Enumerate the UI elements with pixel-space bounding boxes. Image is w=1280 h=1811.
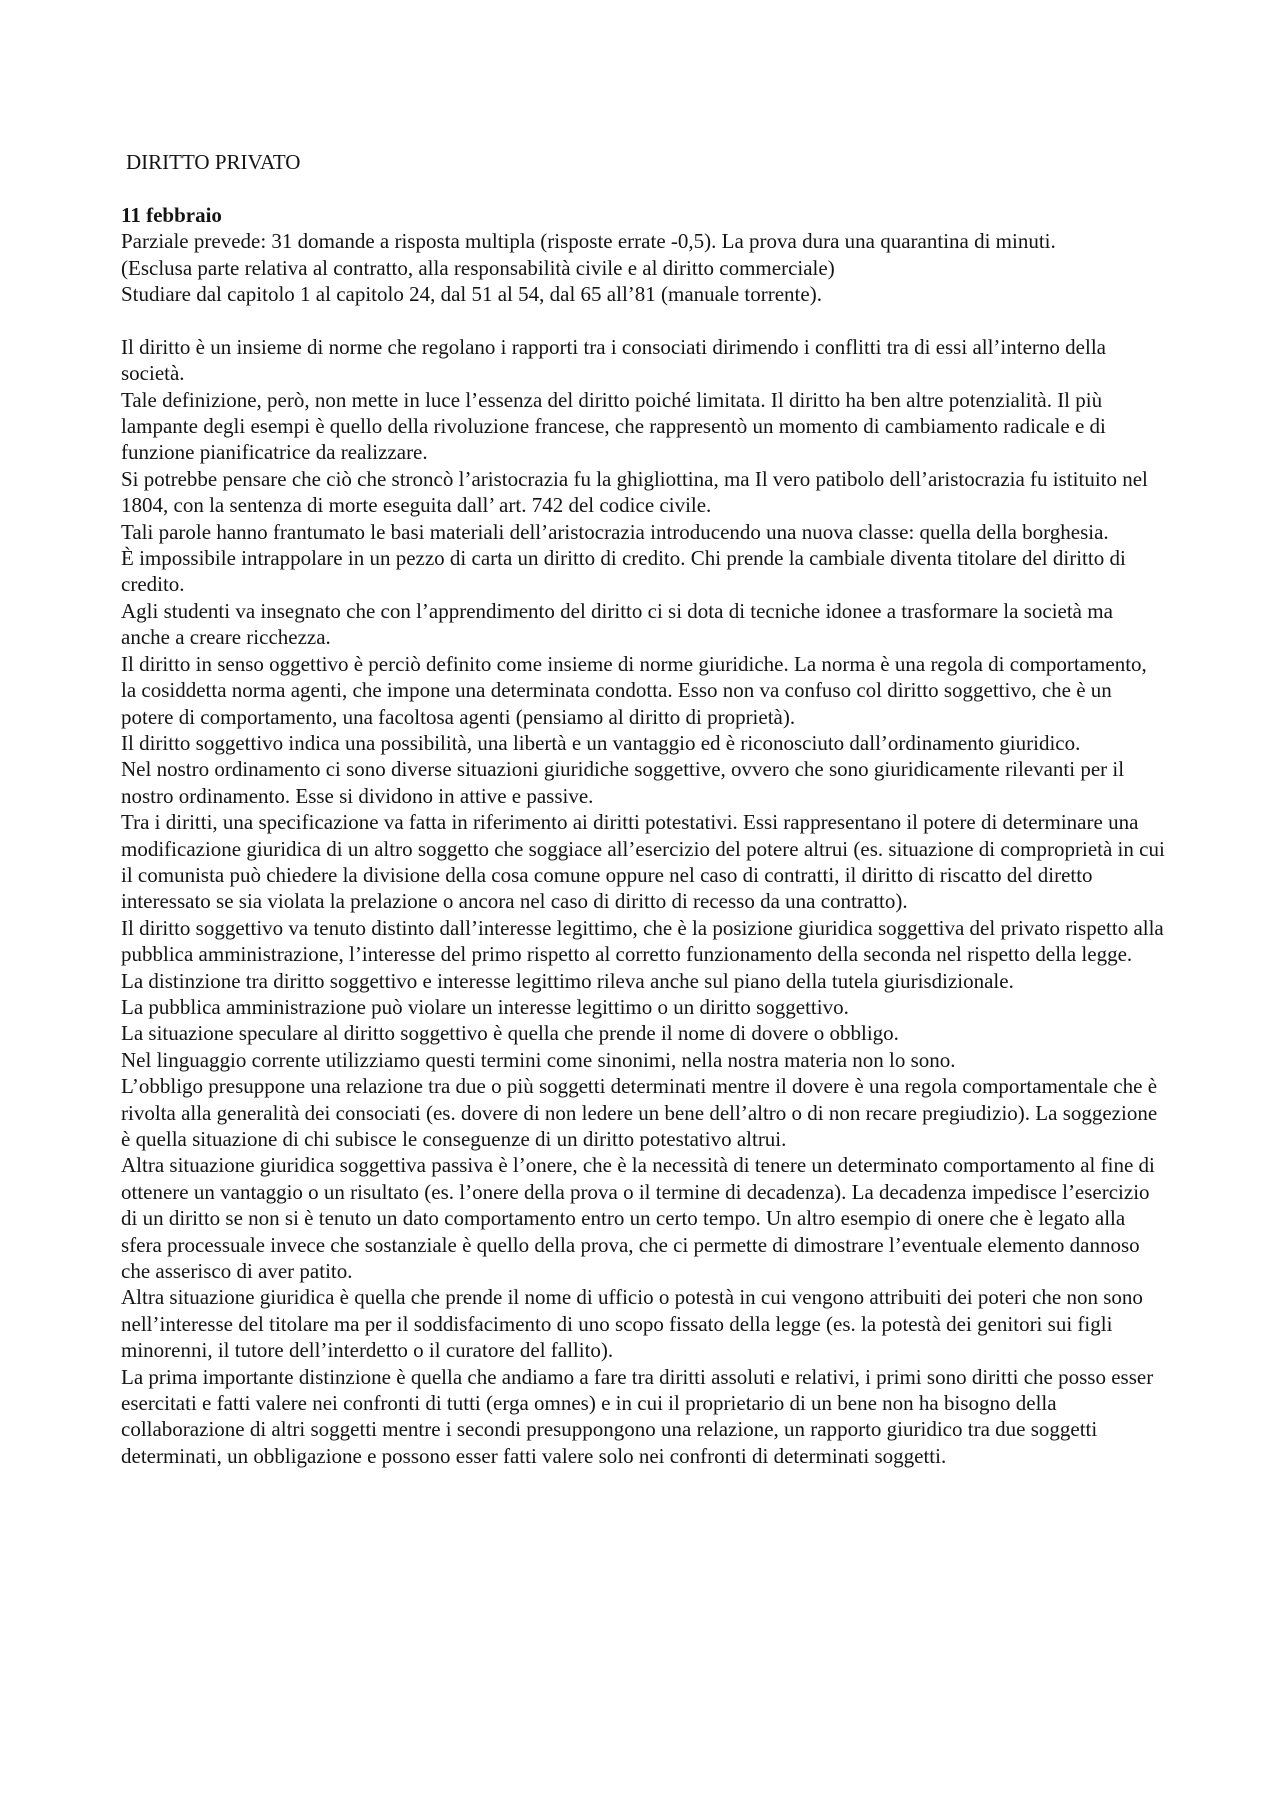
body-paragraph: Il diritto soggettivo indica una possibilità, una libertà e un vantaggio ed è riconosciuto dall’ordinamento giuridico. (121, 730, 1081, 755)
body-paragraph: È impossibile intrappolare in un pezzo di carta un diritto di credito. Chi prende la cambiale diventa titolare del diritto di credito. (121, 546, 1126, 597)
body-paragraph: Si potrebbe pensare che ciò che stroncò l’aristocrazia fu la ghigliottina, ma Il vero patibolo dell’aristocrazia fu istituito nel 1804, con la sentenza di morte eseguita dall’ art. 742 del codice civile. (121, 466, 1148, 518)
body-paragraph: Tra i diritti, una specificazione va fatta in riferimento ai diritti potestativi. Essi rappresentano il potere di determinare una modificazione giuridica di un altro soggetto che soggiace all’esercizio del potere altrui (es. situazione di comproprietà in cui il comunista può chiedere la divisione della cosa comune oppure nel caso di contratti, il diritto di riscatto del diretto interessato se sia violata la prelazione o ancora nel caso di diritto di recesso da una contratto). (121, 810, 1165, 914)
body-paragraph: Tali parole hanno frantumato le basi materiali dell’aristocrazia introducendo una nuova classe: quella della borghesia. (121, 519, 1109, 544)
body-paragraph: Nel linguaggio corrente utilizziamo questi termini come sinonimi, nella nostra materia non lo sono. (121, 1047, 956, 1072)
body-paragraph: La distinzione tra diritto soggettivo e interesse legittimo rileva anche sul piano della tutela giurisdizionale. (121, 968, 1014, 993)
paragraph-spacer (121, 307, 1166, 333)
intro-paragraph: (Esclusa parte relativa al contratto, alla responsabilità civile e al diritto commerciale) (121, 255, 835, 280)
document-title: DIRITTO PRIVATO (126, 150, 301, 174)
body-paragraph: La situazione speculare al diritto soggettivo è quella che prende il nome di dovere o obbligo. (121, 1021, 899, 1046)
body-paragraph: Il diritto in senso oggettivo è perciò definito come insieme di norme giuridiche. La norma è una regola di comportamento, la cosiddetta norma agenti, che impone una determinata condotta. Esso non va confuso col diritto soggettivo, che è un potere di comportamento, una facoltosa agenti (pensiamo al diritto di proprietà). (121, 651, 1147, 729)
intro-paragraph: Studiare dal capitolo 1 al capitolo 24, dal 51 al 54, dal 65 all’81 (manuale torrente). (121, 282, 822, 307)
body-paragraph: Altra situazione giuridica è quella che prende il nome di ufficio o potestà in cui vengono attribuiti dei poteri che non sono nell’interesse del titolare ma per il soddisfacimento di uno scopo fissato della legge (es. la potestà dei genitori sui figli minorenni, il tutore dell’interdetto o il curatore del fallito). (121, 1285, 1143, 1363)
body-paragraph: Tale definizione, però, non mette in luce l’essenza del diritto poiché limitata. Il diritto ha ben altre potenzialità. Il più lampante degli esempi è quello della rivoluzione francese, che rappresentò un momento di cambiamento radicale e di funzione pianificatrice da realizzare. (121, 387, 1106, 465)
intro-paragraph: Parziale prevede: 31 domande a risposta multipla (risposte errate -0,5). La prova dura una quarantina di minuti. (121, 229, 1056, 254)
body-paragraph: Nel nostro ordinamento ci sono diverse situazioni giuridiche soggettive, ovvero che sono giuridicamente rilevanti per il nostro ordinamento. Esse si dividono in attive e passive. (121, 757, 1125, 808)
body-paragraph: La pubblica amministrazione può violare un interesse legittimo o un diritto soggettivo. (121, 994, 849, 1019)
body-paragraph: Il diritto soggettivo va tenuto distinto dall’interesse legittimo, che è la posizione giuridica soggettiva del privato rispetto alla pubblica amministrazione, l’interesse del primo rispetto al corretto funzionamento della seconda nel rispetto della legge. (121, 915, 1164, 967)
document-body (121, 149, 1166, 1469)
body-paragraph: La prima importante distinzione è quella che andiamo a fare tra diritti assoluti e relativi, i primi sono diritti che posso esser esercitati e fatti valere nei confronti di tutti (erga omnes) e in cui il proprietario di un bene non ha bisogno della collaborazione di altri soggetti mentre i secondi presuppongono una relazione, un rapporto giuridico tra due soggetti determinati, un obbligazione e possono esser fatti valere solo nei confronti di determinati soggetti. (121, 1364, 1154, 1468)
body-paragraph: Agli studenti va insegnato che con l’apprendimento del diritto ci si dota di tecniche idonee a trasformare la società ma anche a creare ricchezza. (121, 598, 1113, 650)
body-paragraph: L’obbligo presuppone una relazione tra due o più soggetti determinati mentre il dovere è una regola comportamentale che è rivolta alla generalità dei consociati (es. dovere di non ledere un bene dell’altro o di non recare pregiudizio). La soggezione è quella situazione di chi subisce le conseguenze di un diritto potestativo altrui. (121, 1074, 1158, 1151)
date-heading: 11 febbraio (121, 202, 222, 227)
body-paragraph: Altra situazione giuridica soggettiva passiva è l’onere, che è la necessità di tenere un determinato comportamento al fine di ottenere un vantaggio o un risultato (es. l’onere della prova o il termine di decadenza). La decadenza impedisce l’esercizio di un diritto se non si è tenuto un dato comportamento entro un certo tempo. Un altro esempio di onere che è legato alla sfera processuale invece che sostanziale è quello della prova, che ci permette di dimostrare l’eventuale elemento dannoso che asserisco di aver patito. (121, 1153, 1155, 1284)
body-paragraph: Il diritto è un insieme di norme che regolano i rapporti tra i consociati dirimendo i conflitti tra di essi all’interno della società. (121, 334, 1106, 386)
